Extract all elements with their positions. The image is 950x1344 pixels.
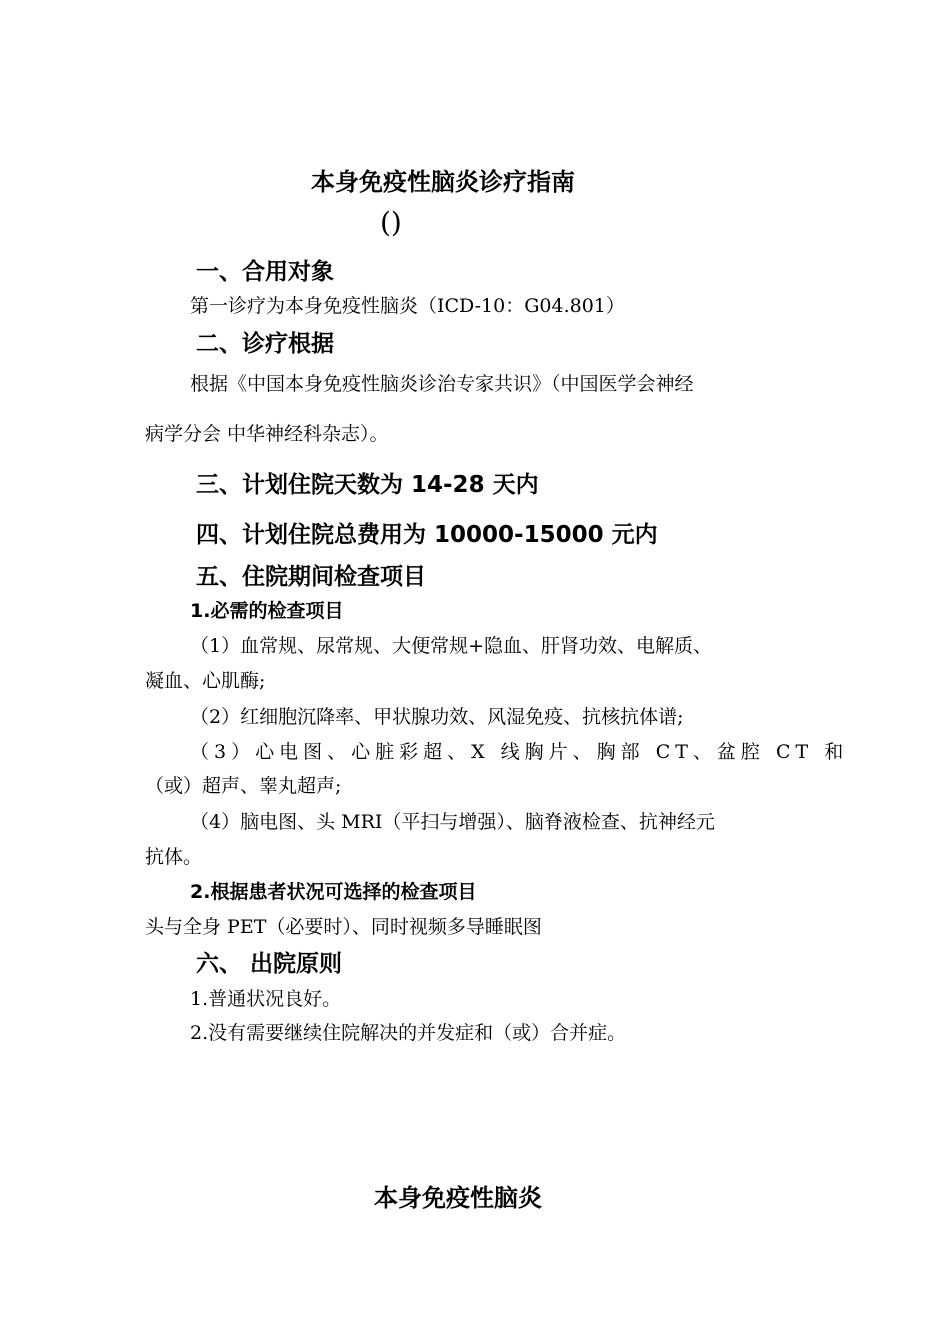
section-heading-hospital-days: 三、计划住院天数为 14-28 天内 bbox=[196, 472, 539, 498]
list-item: 1.普通状况良好。 bbox=[190, 988, 342, 1010]
section-heading-hospital-cost: 四、计划住院总费用为 10000-15000 元内 bbox=[196, 522, 658, 548]
list-item-line: （4）脑电图、头 MRI（平扫与增强）、脑脊液检查、抗神经元 bbox=[190, 811, 715, 833]
section-text: 第一诊疗为本身免疫性脑炎（ICD-10：G04.801） bbox=[190, 295, 625, 317]
list-item-line: （2）红细胞沉降率、甲状腺功效、风湿免疫、抗核抗体谱; bbox=[190, 706, 684, 728]
list-item: 2.没有需要继续住院解决的并发症和（或）合并症。 bbox=[190, 1022, 627, 1044]
document-title: 本身免疫性脑炎诊疗指南 bbox=[311, 168, 575, 196]
next-page-title: 本身免疫性脑炎 bbox=[374, 1184, 542, 1212]
subsection-heading: 1.必需的检查项目 bbox=[190, 600, 344, 622]
paragraph-line: 病学分会 中华神经科杂志）。 bbox=[145, 423, 389, 445]
section-heading: 六、 出院原则 bbox=[196, 951, 343, 977]
paragraph-line: 根据《中国本身免疫性脑炎诊治专家共识》（中国医学会神经 bbox=[190, 373, 694, 395]
section-heading: 一、合用对象 bbox=[196, 259, 334, 285]
list-item-line: （1）血常规、尿常规、大便常规+隐血、肝肾功效、电解质、 bbox=[190, 635, 713, 657]
list-item-line: 凝血、心肌酶; bbox=[145, 670, 266, 692]
section-heading: 二、诊疗根据 bbox=[196, 331, 334, 357]
document-subtitle: () bbox=[380, 206, 402, 239]
section-heading: 五、住院期间检查项目 bbox=[196, 564, 426, 590]
list-item-line: 抗体。 bbox=[145, 846, 203, 868]
subsection-heading: 2.根据患者状况可选择的检查项目 bbox=[190, 881, 477, 903]
paragraph-line: 头与全身 PET（必要时）、同时视频多导睡眠图 bbox=[145, 916, 542, 938]
list-item-line: （或）超声、睾丸超声; bbox=[145, 775, 342, 797]
list-item-line: （3）心电图、心脏彩超、X 线胸片、胸部 CT、盆腔 CT 和 bbox=[190, 741, 849, 763]
